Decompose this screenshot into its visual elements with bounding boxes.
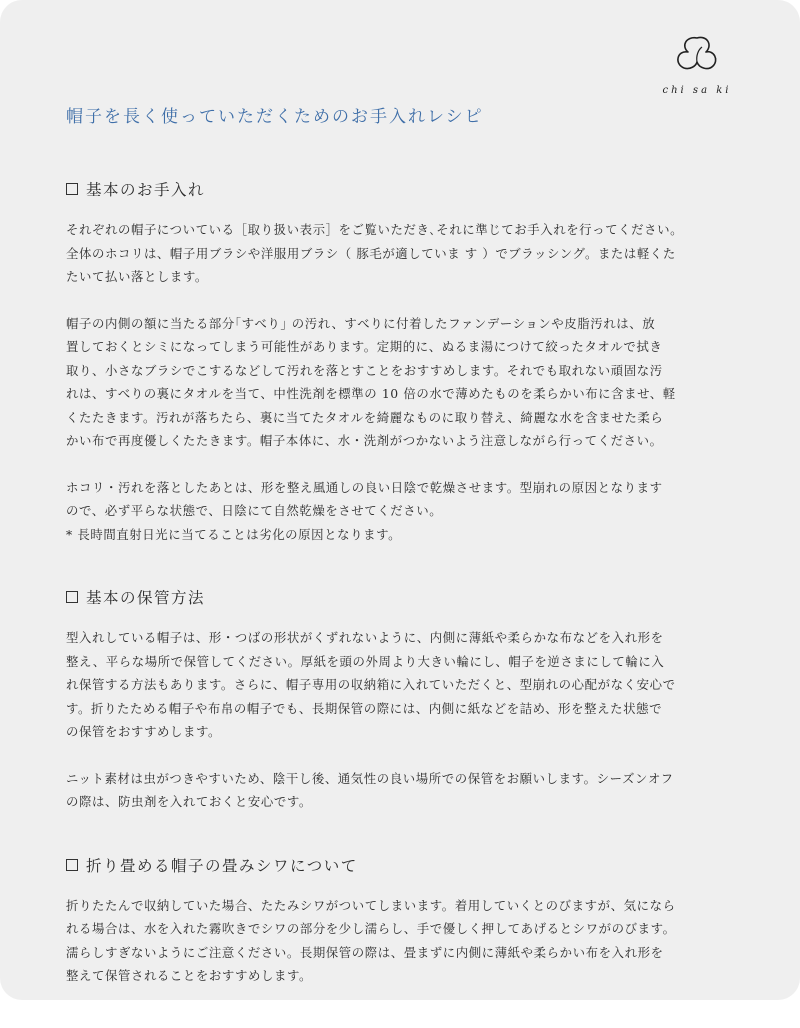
- paragraph: [66, 218, 746, 289]
- section-fold-wrinkles: [66, 854, 746, 988]
- checkbox-icon: [66, 591, 78, 603]
- text-line: 濡らしすぎないようにご注意ください。長期保管の際は、畳まずに内側に薄紙や柔らかい布を入れ形を: [66, 944, 664, 960]
- text-line: 取り、小さなブラシでこするなどして汚れを落とすことをおすすめします。それでも取れない頑固な汚: [66, 362, 663, 378]
- text-line: 整え、平らな場所で保管してください。厚紙を頭の外周より大きい輪にし、帽子を逆さまにして輪に入: [66, 653, 665, 669]
- text-line: ニット素材は虫がつきやすいため、陰干し後、通気性の良い場所での保管をお願いします。シーズンオフ: [66, 770, 674, 786]
- note-line: * 長時間直射日光に当てることは劣化の原因となります。: [66, 526, 402, 542]
- section-storage: [66, 586, 746, 814]
- text-line: れ保管する方法もあります。さらに、帽子専用の収納箱に入れていただくと、型崩れの心配がなく安心で: [66, 677, 676, 692]
- brand-logo: [662, 30, 732, 100]
- text-line: かい布で再度優しくたたきます。帽子本体に、水・洗剤がつかないよう注意しながら行ってください。: [66, 433, 663, 448]
- text-line: 折りたたんで収納していた場合、たたみシワがついてしまいます。着用していくとのびますが、気になら: [66, 897, 676, 913]
- text-line: れは、すべりの裏にタオルを当て、中性洗剤を標準の 10 倍の水で薄めたものを柔らかい布に含ませ、軽: [66, 386, 676, 401]
- section-heading: [66, 586, 746, 608]
- text-line: の保管をおすすめします。: [66, 724, 222, 739]
- section-heading: [66, 178, 746, 200]
- paragraph: [66, 626, 746, 744]
- section-heading-text: 基本の保管方法: [86, 589, 206, 607]
- text-line: くたたきます。汚れが落ちたら、裏に当てたタオルを綺麗なものに取り替え、綺麗な水を含ませた柔ら: [66, 409, 664, 425]
- checkbox-icon: [66, 859, 78, 871]
- text-line: たいて払い落とします。: [66, 269, 208, 284]
- text-line: 型入れしている帽子は、形・つばの形状がくずれないように、内側に薄紙や柔らかな布などを入れ形を: [66, 630, 664, 645]
- text-line: れる場合は、水を入れた霧吹きでシワの部分を少し濡らし、手で優しく押してあげるとシワがのびます。: [66, 921, 676, 936]
- paragraph: [66, 894, 746, 988]
- text-line: ホコリ・汚れを落としたあとは、形を整え風通しの良い日陰で乾燥させます。型崩れの原因となります: [66, 479, 663, 495]
- text-line: 帽子の内側の額に当たる部分｢すべり｣ の汚れ、すべりに付着したファンデーションや皮脂汚れは、放: [66, 315, 656, 331]
- checkbox-icon: [66, 183, 78, 195]
- text-line: す。折りたためる帽子や布帛の帽子でも、長期保管の際には、内側に紙などを詰め、形を整えた状態で: [66, 700, 663, 716]
- content: [66, 178, 746, 1028]
- section-basic-care: [66, 178, 746, 546]
- text-line: 全体のホコリは、帽子用ブラシや洋服用ブラシ（ 豚毛が適していま す ）でブラッシング。または軽くた: [66, 245, 676, 261]
- text-line: 置しておくとシミになってしまう可能性があります。定期的に、ぬるま湯につけて絞ったタオルで拭き: [66, 339, 663, 354]
- section-heading-text: 折り畳める帽子の畳みシワについて: [86, 856, 358, 875]
- paragraph: [66, 476, 746, 547]
- text-line: 整えて保管されることをおすすめします。: [66, 968, 312, 983]
- section-heading-text: 基本のお手入れ: [86, 181, 206, 199]
- text-line: それぞれの帽子についている［取り扱い表示］をご覧いただき､それに準じてお手入れを行ってください。: [66, 222, 684, 237]
- text-line: の際は、防虫剤を入れておくと安心です。: [66, 794, 312, 809]
- brand-logo-text: chi sa ki: [662, 85, 732, 96]
- paragraph: [66, 312, 746, 453]
- text-line: ので、必ず平らな状態で、日陰にて自然乾燥をさせてください。: [66, 503, 443, 518]
- page-title: 帽子を長く使っていただくためのお手入れレシピ: [66, 107, 484, 127]
- paragraph: [66, 767, 746, 814]
- section-heading: [66, 854, 746, 876]
- cloud-logo-icon: [662, 30, 732, 82]
